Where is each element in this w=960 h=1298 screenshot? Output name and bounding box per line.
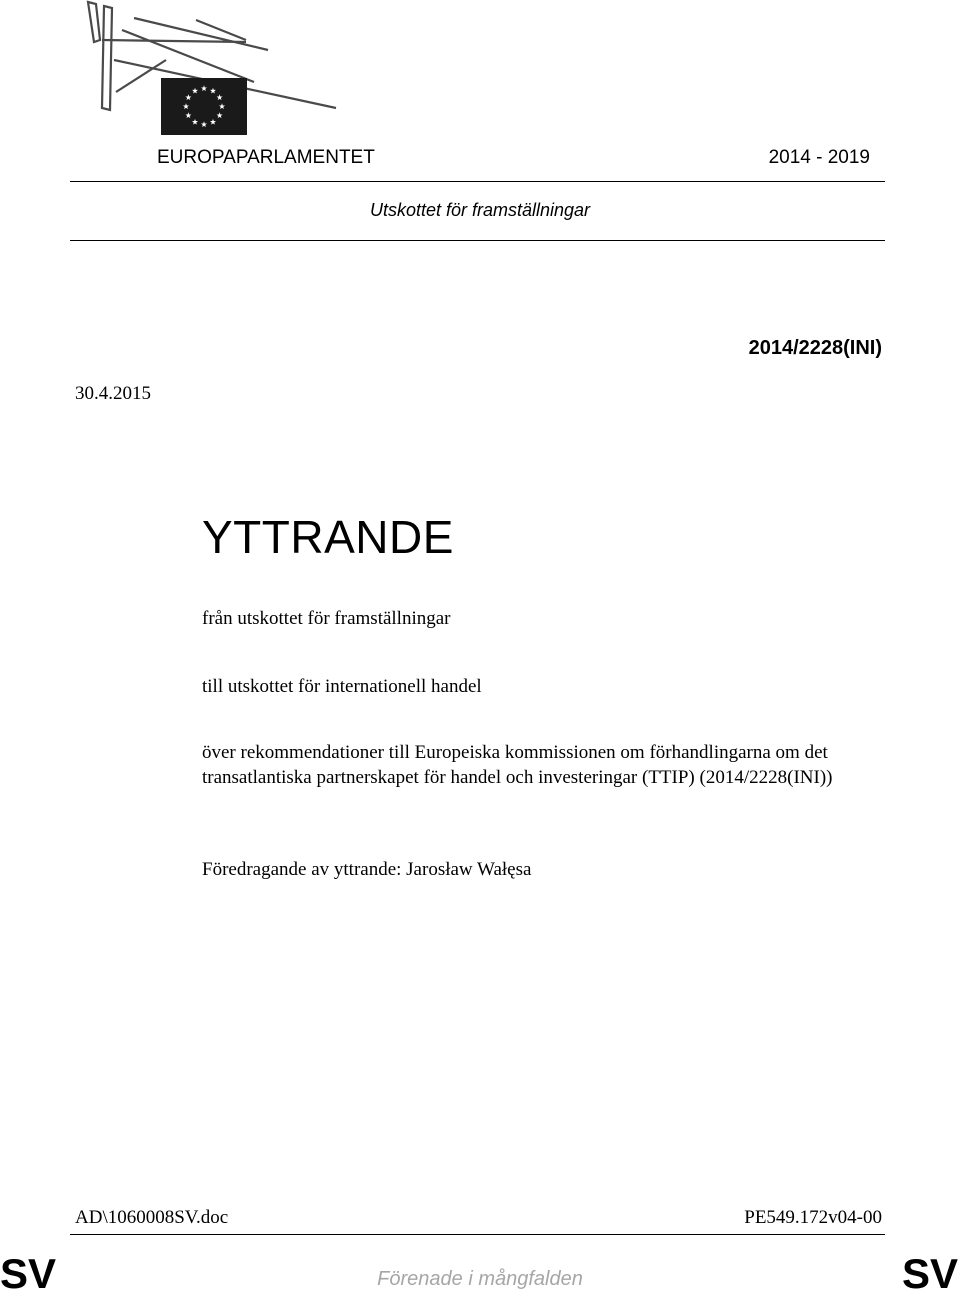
footer-file-reference: AD\1060008SV.doc xyxy=(75,1207,229,1228)
eu-motto: Förenade i mångfalden xyxy=(377,1268,583,1290)
from-committee-line: från utskottet för framställningar xyxy=(202,608,451,629)
language-code-left: SV xyxy=(0,1250,57,1297)
committee-name: Utskottet för framställningar xyxy=(369,200,591,220)
european-parliament-logo-icon xyxy=(86,0,338,140)
footer-divider xyxy=(70,1234,885,1235)
document-title: YTTRANDE xyxy=(202,511,454,563)
rapporteur-line: Föredragande av yttrande: Jarosław Wałęsa xyxy=(202,859,532,880)
procedure-reference: 2014/2228(INI) xyxy=(748,337,882,359)
parliamentary-term: 2014 - 2019 xyxy=(768,147,870,168)
footer-pe-reference: PE549.172v04-00 xyxy=(744,1207,882,1228)
institution-name: EUROPAPARLAMENTET xyxy=(157,147,375,168)
header-divider-top xyxy=(70,181,885,182)
document-subject: över rekommendationer till Europeiska kommissionen om förhandlingarna om det transatlantiska partnerskapet för handel och investeringar (TTIP) (2014/2228(INI)) xyxy=(202,742,833,788)
document-date: 30.4.2015 xyxy=(75,383,151,404)
eu-flag-icon xyxy=(161,78,247,135)
language-code-right: SV xyxy=(901,1250,958,1297)
header-divider-bottom xyxy=(70,240,885,241)
to-committee-line: till utskottet för internationell handel xyxy=(202,676,482,697)
